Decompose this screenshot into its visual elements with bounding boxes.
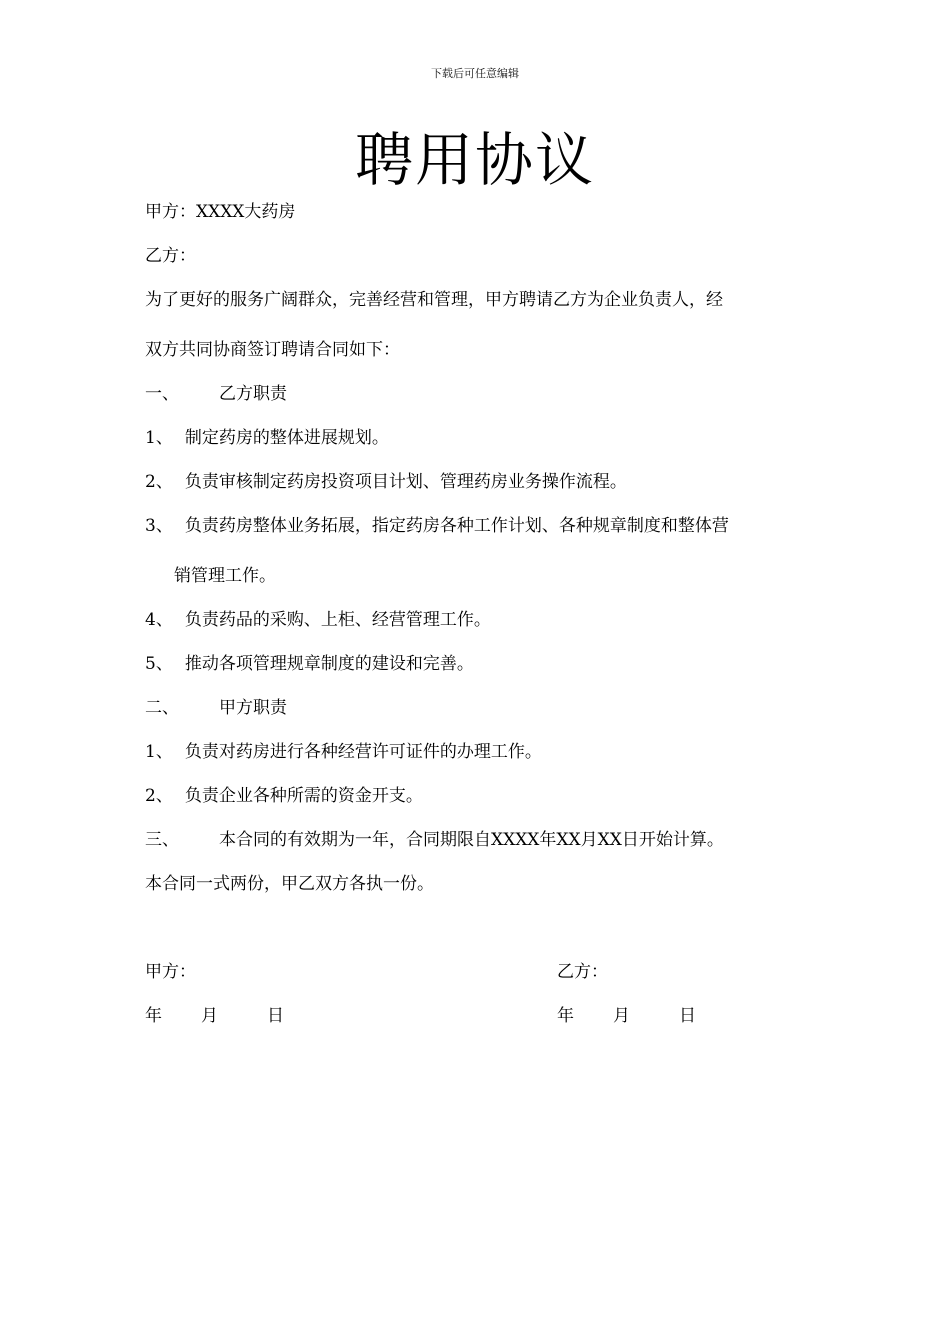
date-month: 月 (613, 1006, 630, 1026)
list-item (145, 514, 729, 538)
item-text: 推动各项管理规章制度的建设和完善。 (184, 654, 474, 674)
list-item (145, 426, 389, 450)
item-text: 负责药品的采购、上柜、经营管理工作。 (184, 610, 491, 630)
item-number: 2、 (145, 786, 173, 806)
item-number: 1、 (145, 428, 173, 448)
item-number: 5、 (145, 654, 173, 674)
section-number: 二、 (145, 698, 179, 718)
item-text: 负责药房整体业务拓展，指定药房各种工作计划、各种规章制度和整体营 (184, 516, 729, 536)
date-month: 月 (201, 1006, 218, 1026)
section-1-heading (145, 382, 287, 406)
item-number: 3、 (145, 516, 173, 536)
list-item-continuation: 销管理工作。 (174, 566, 276, 586)
intro-paragraph-line-1: 为了更好的服务广阔群众，完善经营和管理，甲方聘请乙方为企业负责人，经 (145, 290, 723, 310)
item-text: 制定药房的整体进展规划。 (184, 428, 389, 448)
signature-party-b-label: 乙方： (557, 962, 608, 982)
date-year: 年 (557, 1006, 574, 1026)
section-title: 甲方职责 (219, 698, 287, 718)
section-text: 本合同的有效期为一年，合同期限自XXXX年XX月XX日开始计算。 (219, 830, 724, 850)
date-day: 日 (679, 1006, 696, 1026)
list-item (145, 784, 423, 808)
item-text: 负责审核制定药房投资项目计划、管理药房业务操作流程。 (184, 472, 627, 492)
header-note: 下载后可任意编辑 (431, 67, 519, 80)
item-number: 2、 (145, 472, 173, 492)
list-item (145, 470, 627, 494)
signature-party-a-label: 甲方： (145, 962, 196, 982)
section-2-heading (145, 696, 287, 720)
date-year: 年 (145, 1006, 162, 1026)
section-number: 三、 (145, 830, 179, 850)
date-day: 日 (267, 1006, 284, 1026)
list-item (145, 652, 474, 676)
document-title: 聘用协议 (354, 126, 595, 194)
signature-date-party-a (145, 1004, 284, 1028)
item-text: 负责对药房进行各种经营许可证件的办理工作。 (184, 742, 542, 762)
section-3-heading (145, 828, 724, 852)
list-item (145, 608, 491, 632)
item-number: 4、 (145, 610, 173, 630)
closing-statement: 本合同一式两份，甲乙双方各执一份。 (145, 874, 434, 894)
party-a-line: 甲方：XXXX大药房 (145, 202, 296, 222)
item-text: 负责企业各种所需的资金开支。 (184, 786, 423, 806)
party-b-line: 乙方： (145, 246, 196, 266)
item-number: 1、 (145, 742, 173, 762)
intro-paragraph-line-2: 双方共同协商签订聘请合同如下： (145, 340, 400, 360)
section-number: 一、 (145, 384, 179, 404)
section-title: 乙方职责 (219, 384, 287, 404)
list-item (145, 740, 542, 764)
signature-date-party-b (557, 1004, 696, 1028)
